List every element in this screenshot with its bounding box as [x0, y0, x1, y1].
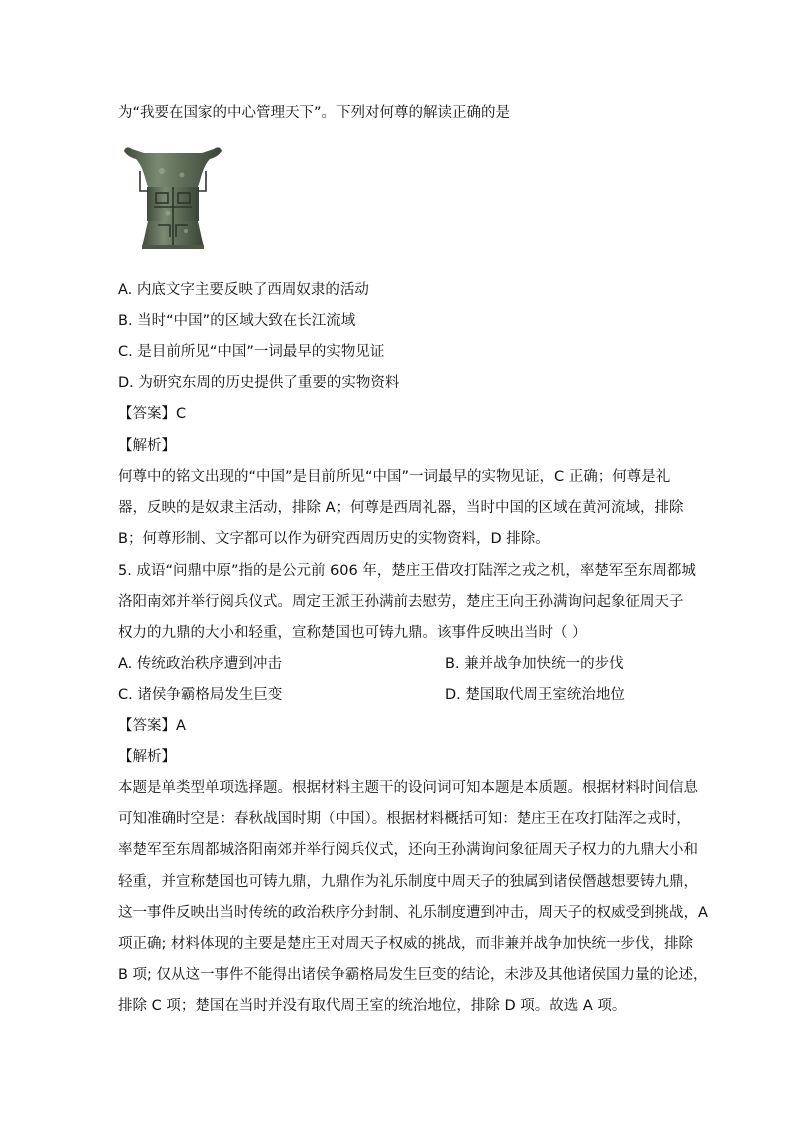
q5-analysis-heading: 【解析】	[118, 749, 176, 765]
q4-analysis-line: 何尊中的铭文出现的“中国”是目前所见“中国”一词最早的实物见证，C 正确；何尊是礼	[118, 469, 671, 485]
q4-option-d: D. 为研究东周的历史提供了重要的实物资料	[118, 375, 400, 391]
q5-analysis-line: 这一事件反映出当时传统的政治秩序分封制、礼乐制度遭到冲击，周天子的权威受到挑战，A	[118, 905, 708, 921]
q5-option-c: C. 诸侯争霸格局发生巨变	[118, 687, 283, 703]
q4-option-c: C. 是目前所见“中国”一词最早的实物见证	[118, 344, 385, 360]
q5-analysis-line: 率楚军至东周都城洛阳南郊并举行阅兵仪式，还向王孙满询问象征周天子权力的九鼎大小和	[118, 842, 698, 858]
q5-option-d: D. 楚国取代周王室统治地位	[445, 687, 625, 703]
q5-stem-line: 权力的九鼎的大小和轻重，宣称楚国也可铸九鼎。该事件反映出当时（ ）	[118, 625, 587, 641]
q4-analysis-heading: 【解析】	[118, 438, 176, 454]
q5-option-b: B. 兼并战争加快统一的步伐	[445, 656, 624, 672]
q5-option-a: A. 传统政治秩序遭到冲击	[118, 656, 282, 672]
q5-analysis-line: B 项; 仅从这一事件不能得出诸侯争霸格局发生巨变的结论，未涉及其他诸侯国力量的论述，	[118, 967, 708, 983]
he-zun-bronze-vessel-image	[118, 141, 228, 253]
q5-stem-line: 5. 成语“问鼎中原”指的是公元前 606 年，楚庄王借攻打陆浑之戎之机，率楚军至东周都城	[118, 563, 696, 579]
q5-analysis-line: 轻重，并宣称楚国也可铸九鼎，九鼎作为礼乐制度中周天子的独属到诸侯僭越想要铸九鼎，	[118, 874, 698, 890]
q4-stem-end: 为“我要在国家的中心管理天下”。下列对何尊的解读正确的是	[118, 105, 511, 121]
q4-analysis-line: 器，反映的是奴隶主活动，排除 A；何尊是西周礼器，当时中国的区域在黄河流域，排除	[118, 500, 684, 516]
q5-answer: 【答案】A	[118, 718, 186, 734]
q4-option-b: B. 当时“中国”的区域大致在长江流域	[118, 313, 356, 329]
q5-stem-line: 洛阳南郊并举行阅兵仪式。周定王派王孙满前去慰劳，楚庄王向王孙满询问起象征周天子	[118, 594, 684, 610]
q5-analysis-line: 本题是单类型单项选择题。根据材料主题干的设问词可知本题是本质题。根据材料时间信息	[118, 780, 698, 796]
q5-analysis-line: 可知准确时空是：春秋战国时期（中国）。根据材料概括可知：楚庄王在攻打陆浑之戎时，	[118, 811, 691, 827]
q5-analysis-line: 项正确; 材料体现的主要是楚庄王对周天子权威的挑战，而非兼并战争加快统一步伐，排除	[118, 936, 693, 952]
q5-analysis-line: 排除 C 项；楚国在当时并没有取代周王室的统治地位，排除 D 项。故选 A 项。	[118, 998, 627, 1014]
q4-option-a: A. 内底文字主要反映了西周奴隶的活动	[118, 282, 369, 298]
q4-answer: 【答案】C	[118, 406, 187, 422]
q4-analysis-line: B；何尊形制、文字都可以作为研究西周历史的实物资料，D 排除。	[118, 531, 550, 547]
